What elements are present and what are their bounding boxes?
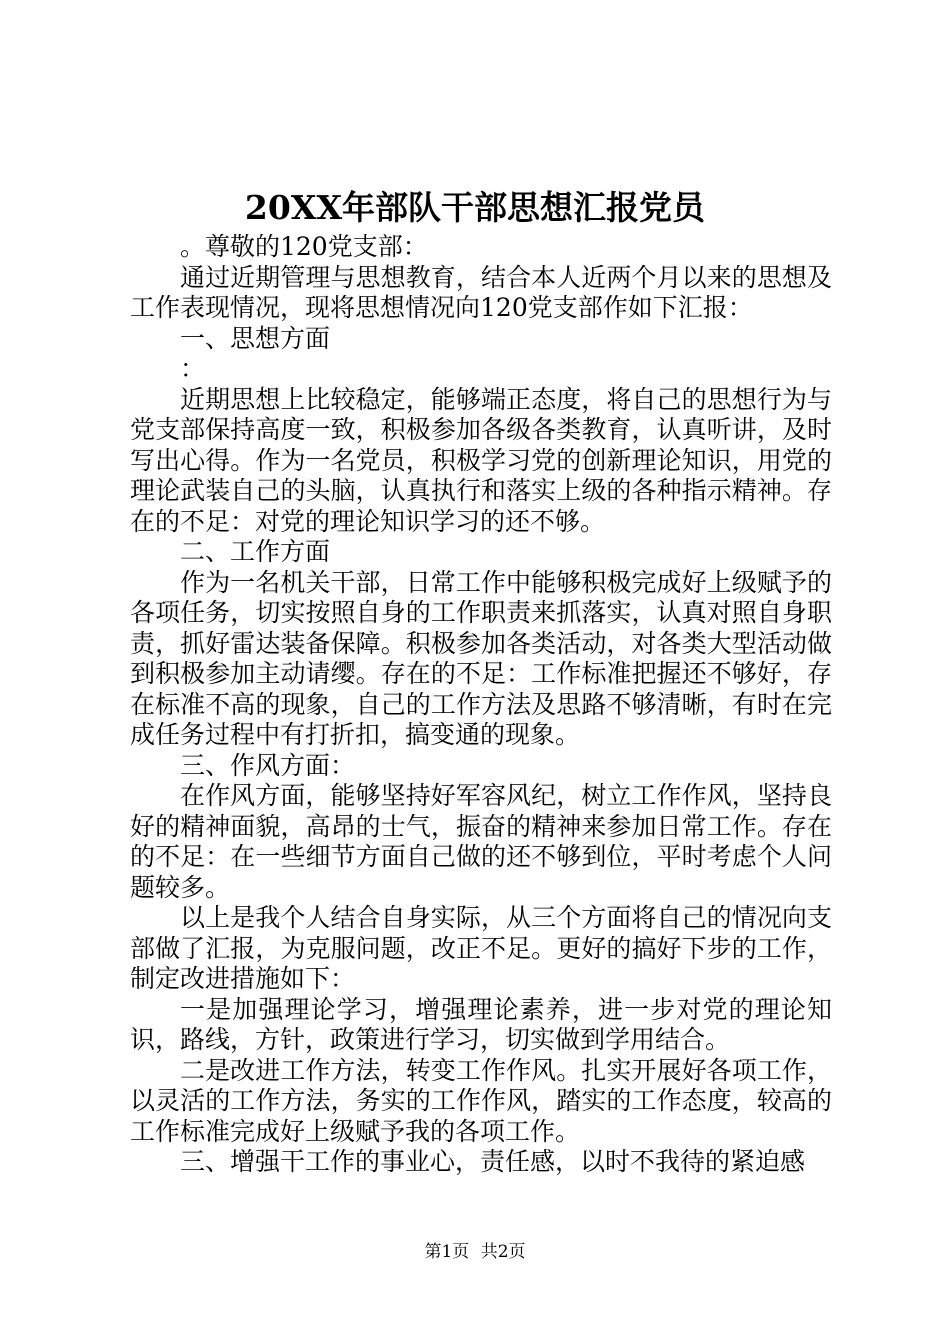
- page-total: 共2页: [480, 1242, 526, 1262]
- paragraph-measure-2: 二是改进工作方法，转变工作作风。扎实开展好各项工作，以灵活的工作方法，务实的工作作风，踏实的工作态度，较高的工作标准完成好上级赋予我的各项工作。: [130, 1055, 832, 1146]
- section-heading-style: 三、作风方面：: [180, 750, 356, 780]
- paragraph-colon: ：: [180, 354, 206, 383]
- paragraph-work: 作为一名机关干部，日常工作中能够积极完成好上级赋予的各项任务，切实按照自身的工作职责来抓落实，认真对照自身职责，抓好雷达装备保障。积极参加各类活动，对各类大型活动做到积极参加主动请缨。存在的不足：工作标准把握还不够好，存在标准不高的现象，自己的工作方法及思路不够清晰，有时在完成任务过程中有打折扣，搞变通的现象。: [130, 567, 832, 749]
- paragraph-intro: 通过近期管理与思想教育，结合本人近两个月以来的思想及工作表现情况，现将思想情况向120党支部作如下汇报：: [130, 262, 832, 322]
- paragraph-summary: 以上是我个人结合自身实际，从三个方面将自己的情况向支部做了汇报，为克服问题，改正不足。更好的搞好下步的工作，制定改进措施如下：: [130, 903, 832, 993]
- page-footer: [0, 1240, 950, 1264]
- paragraph-salutation: 。尊敬的120党支部：: [180, 232, 428, 261]
- page-number: 第1页: [424, 1242, 470, 1262]
- paragraph-measure-1: 一是加强理论学习，增强理论素养，进一步对党的理论知识，路线，方针，政策进行学习，切实做到学用结合。: [130, 994, 832, 1054]
- paragraph-style: 在作风方面，能够坚持好军容风纪，树立工作作风，坚持良好的精神面貌，高昂的士气，振奋的精神来参加日常工作。存在的不足：在一些细节方面自己做的还不够到位，平时考虑个人问题较多。: [130, 781, 832, 902]
- paragraph-measure-3: 三、增强干工作的事业心，责任感，以时不我待的紧迫感: [180, 1147, 806, 1176]
- section-heading-thought: 一、思想方面: [180, 323, 331, 353]
- section-heading-work: 二、工作方面: [180, 537, 331, 566]
- document-body: [130, 232, 832, 1178]
- paragraph-thought: 近期思想上比较稳定，能够端正态度，将自己的思想行为与党支部保持高度一致，积极参加各级各类教育，认真听讲，及时写出心得。作为一名党员，积极学习党的创新理论知识，用党的理论武装自己的头脑，认真执行和落实上级的各种指示精神。存在的不足：对党的理论知识学习的还不够。: [130, 384, 832, 536]
- document-title: 20XX年部队干部思想汇报党员: [244, 188, 706, 227]
